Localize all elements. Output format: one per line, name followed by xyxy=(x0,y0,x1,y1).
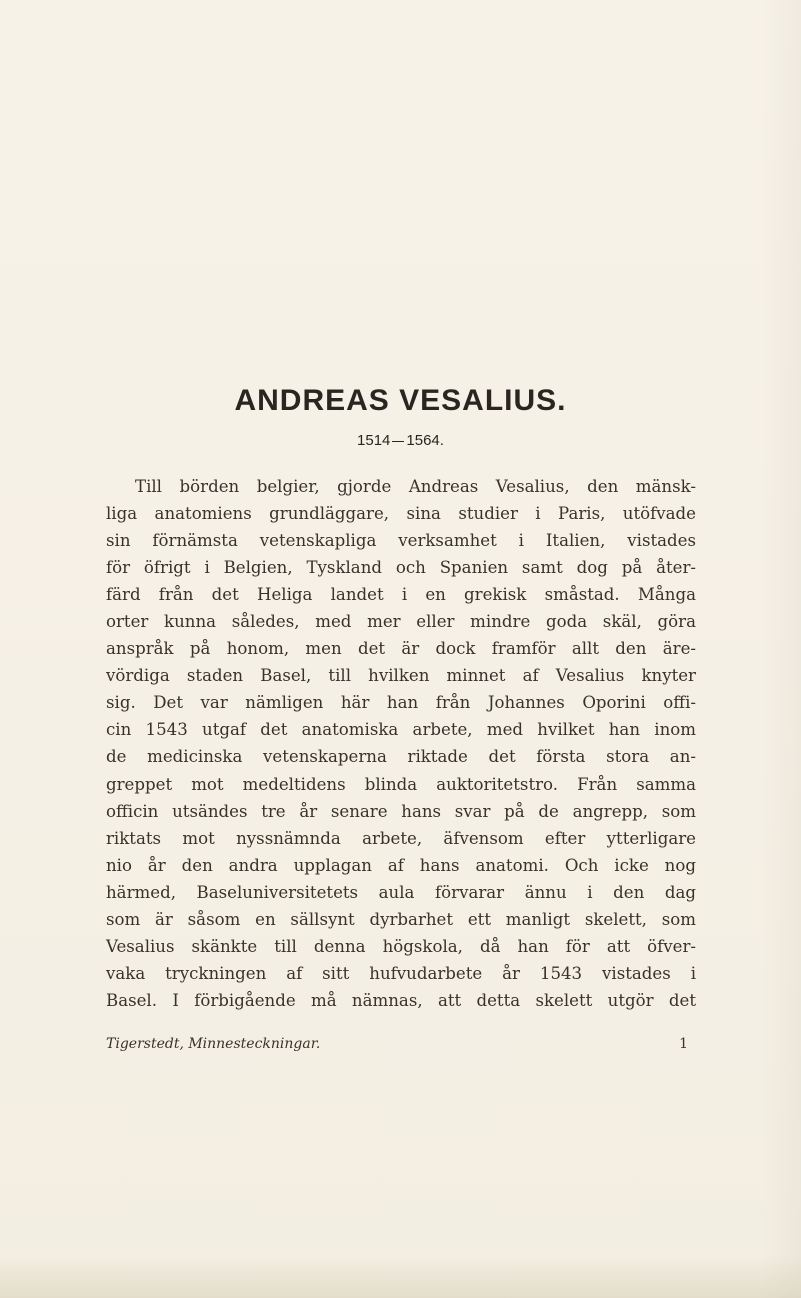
page-number: 1 xyxy=(679,1036,688,1052)
body-paragraph xyxy=(106,473,696,1014)
birth-year: 1514 xyxy=(357,432,391,449)
chapter-title: ANDREAS VESALIUS. xyxy=(234,384,567,417)
text-line: färd från det Heliga landet i en grekisk småstad. Många xyxy=(106,585,696,605)
text-line: vaka tryckningen af sitt hufvudarbete år 1543 vistades i xyxy=(106,963,696,983)
date-dash xyxy=(392,441,404,442)
text-line: liga anatomiens grundläggare, sina studier i Paris, utöfvade xyxy=(106,504,696,524)
text-line: vördiga staden Basel, till hvilken minnet af Vesalius knyter xyxy=(106,666,696,686)
text-line: Basel. I förbigående må nämnas, att detta skelett utgör det xyxy=(106,990,696,1010)
life-dates xyxy=(0,432,801,449)
text-line: sig. Det var nämligen här han från Johannes Oporini offi- xyxy=(106,693,696,713)
text-line: för öfrigt i Belgien, Tyskland och Spanien samt dog på åter- xyxy=(106,558,696,578)
text-line: Till börden belgier, gjorde Andreas Vesalius, den mänsk- xyxy=(135,477,696,496)
text-line: som är såsom en sällsynt dyrbarhet ett manligt skelett, som xyxy=(106,909,696,929)
death-year: 1564. xyxy=(406,432,444,449)
page-edge-shade xyxy=(761,0,801,1298)
text-line: cin 1543 utgaf det anatomiska arbete, med hvilket han inom xyxy=(106,720,696,740)
page-bottom-stain xyxy=(0,1255,801,1298)
text-line: nio år den andra upplagan af hans anatomi. Och icke nog xyxy=(106,855,696,875)
text-line: riktats mot nyssnämnda arbete, äfvensom efter ytterligare xyxy=(106,828,696,848)
page-footer xyxy=(106,1036,688,1052)
text-line: Vesalius skänkte till denna högskola, då han för att öfver- xyxy=(106,936,696,956)
text-line: officin utsändes tre år senare hans svar på de angrepp, som xyxy=(106,801,696,821)
text-line: sin förnämsta vetenskapliga verksamhet i Italien, vistades xyxy=(106,531,696,551)
signature-mark: Tigerstedt, Minnesteckningar. xyxy=(106,1036,321,1052)
text-line: härmed, Baseluniversitetets aula förvarar ännu i den dag xyxy=(106,882,696,902)
text-line: anspråk på honom, men det är dock framför allt den äre- xyxy=(106,639,696,659)
text-line: greppet mot medeltidens blinda auktoritetstro. Från samma xyxy=(106,774,696,794)
text-line: orter kunna således, med mer eller mindre goda skäl, göra xyxy=(106,612,696,632)
text-line: de medicinska vetenskaperna riktade det första stora an- xyxy=(106,747,696,767)
